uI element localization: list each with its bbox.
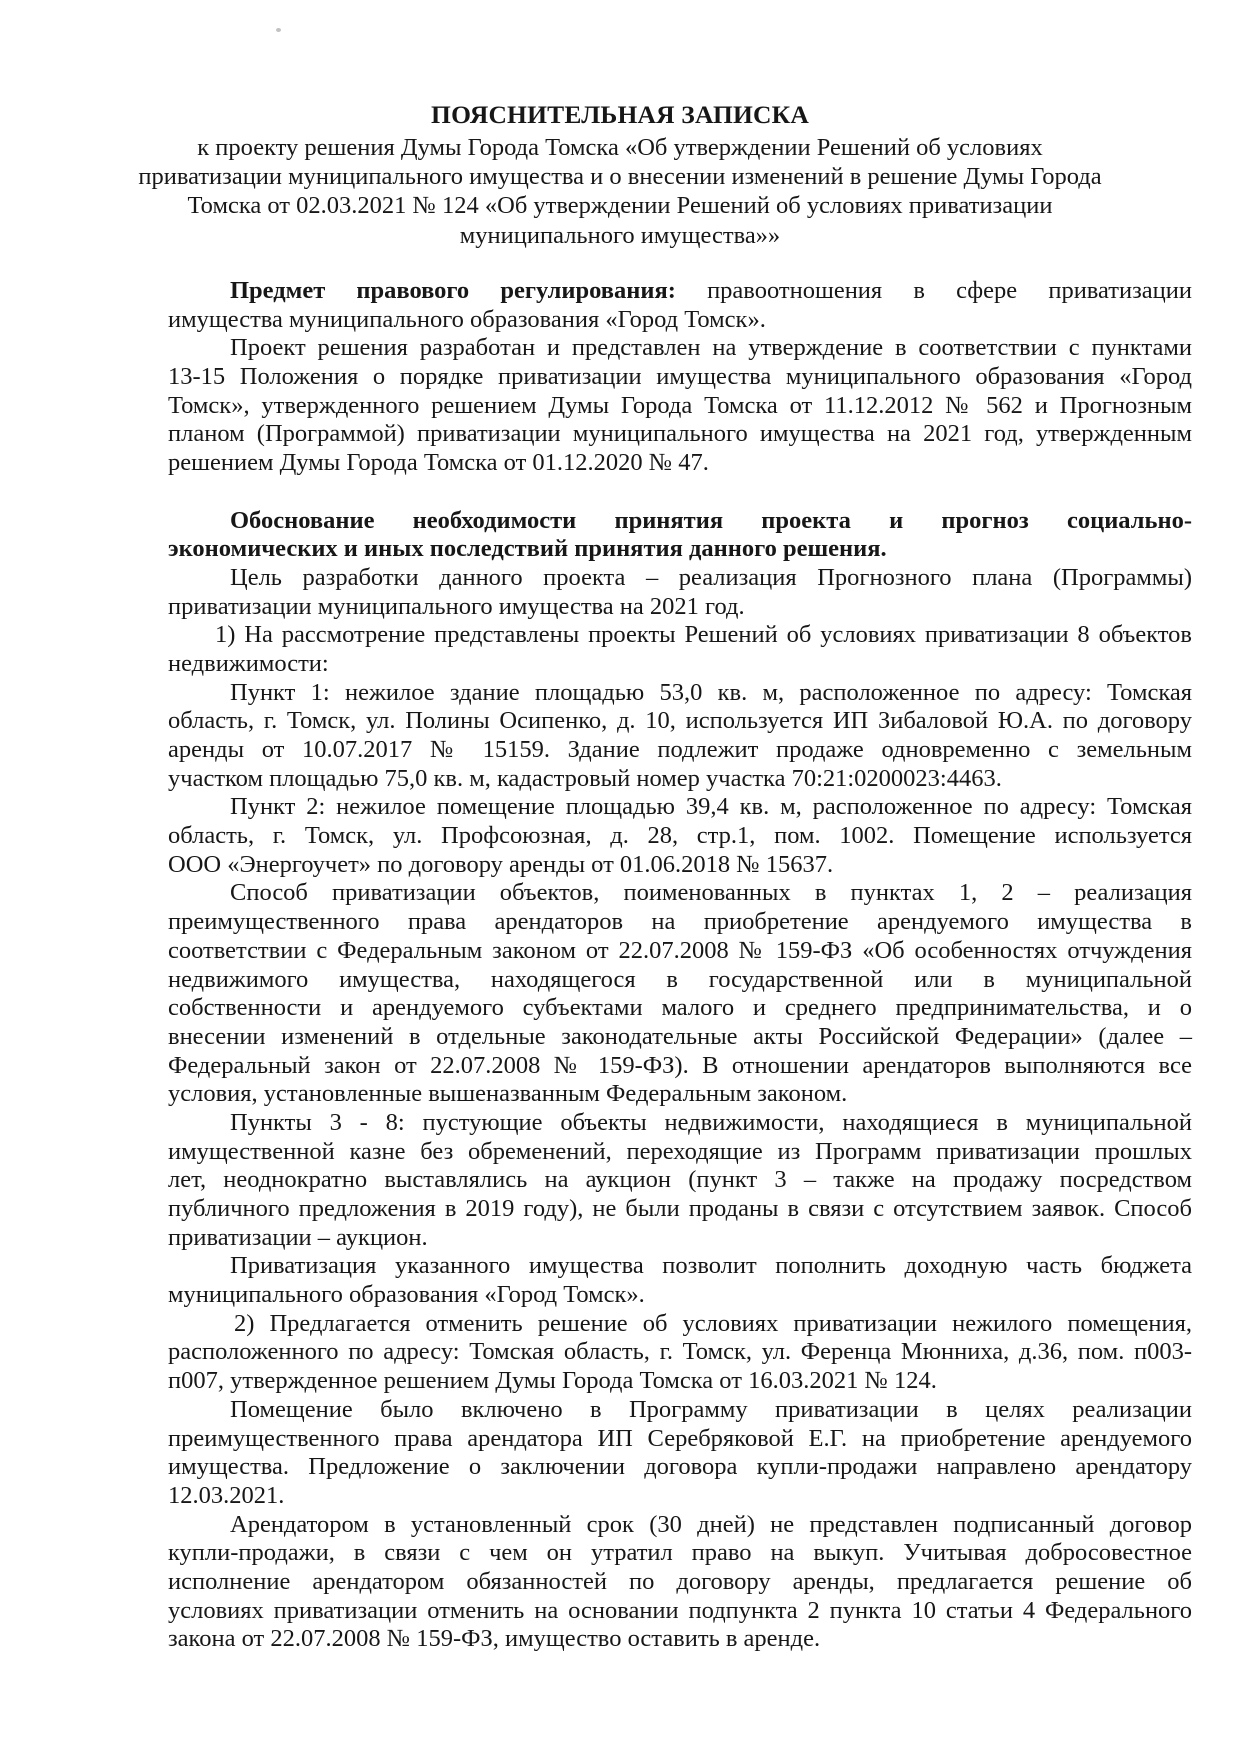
- text-line: закона от 22.07.2008 № 159-ФЗ, имущество оставить в аренде.: [168, 1625, 821, 1653]
- document-header: [20, 99, 1220, 250]
- text-line: 13-15 Положения о порядке приватизации имущества муниципального образования «Город: [168, 363, 1192, 391]
- text-line: публичного предложения в 2019 году), не были проданы в связи с отсутствием заявок. Способ: [168, 1195, 1192, 1222]
- text-line: внесении изменений в отдельные законодательные акты Российской Федерации» (далее –: [168, 1022, 1192, 1050]
- text-line: имущества. Предложение о заключении договора купли-продажи направлено арендатору: [168, 1453, 1192, 1481]
- paragraph: [168, 1396, 1192, 1511]
- text-line: Помещение было включено в Программу приватизации в целях реализации: [230, 1395, 1192, 1423]
- text-line: экономических и иных последствий принятия данного решения.: [168, 535, 887, 563]
- paragraph: [168, 1252, 1192, 1309]
- document-title: ПОЯСНИТЕЛЬНАЯ ЗАПИСКА: [431, 100, 809, 129]
- text-line: имущественной казне без обременений, переходящие из Программ приватизации прошлых: [168, 1137, 1192, 1165]
- paragraph: [168, 1310, 1192, 1396]
- text-line: преимущественного права арендаторов на приобретение арендуемого имущества в: [168, 908, 1192, 936]
- paragraph: [168, 277, 1192, 334]
- paragraph-bold-lead: Предмет правового регулирования:: [230, 277, 676, 304]
- text-line: Арендатором в установленный срок (30 дней) не представлен подписанный договор: [230, 1510, 1192, 1538]
- text-line: лет, неоднократно выставлялись на аукцион (пункт 3 – также на продажу посредством: [168, 1166, 1192, 1194]
- text-line: п007, утвержденное решением Думы Города Томска от 16.03.2021 № 124.: [168, 1367, 937, 1395]
- paragraph: [168, 879, 1192, 1109]
- document-subtitle: [20, 133, 1220, 250]
- text-line: 2) Предлагается отменить решение об условиях приватизации нежилого помещения,: [234, 1309, 1192, 1337]
- text-line: купли-продажи, в связи с чем он утратил право на выкуп. Учитывая добросовестное: [168, 1539, 1192, 1567]
- text-line: участком площадью 75,0 кв. м, кадастровый номер участка 70:21:0200023:4463.: [168, 764, 1002, 792]
- subtitle-line: муниципального имущества»»: [459, 221, 781, 249]
- subtitle-line: Томска от 02.03.2021 № 124 «Об утверждении Решений об условиях приватизации: [187, 192, 1053, 220]
- subtitle-line: к проекту решения Думы Города Томска «Об утверждении Решений об условиях: [197, 134, 1043, 161]
- text-line: область, г. Томск, ул. Профсоюзная, д. 28, стр.1, пом. 1002. Помещение используется: [168, 822, 1192, 850]
- paragraph: [168, 564, 1192, 621]
- paragraph: [168, 679, 1192, 794]
- paragraph: [168, 1109, 1192, 1252]
- paragraph: [168, 793, 1192, 879]
- paragraph: [168, 334, 1192, 477]
- text-line: условия, установленные вышеназванным Федеральным законом.: [168, 1080, 848, 1108]
- paragraph: [168, 1511, 1192, 1654]
- text-line: 1) На рассмотрение представлены проекты Решений об условиях приватизации 8 объектов: [215, 621, 1192, 649]
- text-line: [168, 277, 1192, 306]
- text-line: муниципального образования «Город Томск».: [168, 1281, 645, 1309]
- paragraph: [168, 507, 1192, 564]
- paragraph: [168, 621, 1192, 678]
- text-line: Проект решения разработан и представлен на утверждение в соответствии с пунктами: [230, 334, 1192, 362]
- text-line: расположенного по адресу: Томская область, г. Томск, ул. Ференца Мюнниха, д.36, пом. п003-: [168, 1338, 1192, 1366]
- text-line: соответствии с Федеральным законом от 22.07.2008 № 159-ФЗ «Об особенностях отчуждения: [168, 936, 1192, 964]
- subtitle-line: приватизации муниципального имущества и о внесении изменений в решение Думы Города: [138, 163, 1102, 191]
- text-line: Пункт 2: нежилое помещение площадью 39,4 кв. м, расположенное по адресу: Томская: [230, 793, 1192, 821]
- text-line: Томск», утвержденного решением Думы Города Томска от 11.12.2012 № 562 и Прогнозным: [168, 391, 1192, 419]
- text-line: Обоснование необходимости принятия проекта и прогноз социально-: [230, 506, 1192, 534]
- text-line: Приватизация указанного имущества позволит пополнить доходную часть бюджета: [230, 1252, 1192, 1280]
- scan-speck: [276, 28, 281, 32]
- text-line: Пункт 1: нежилое здание площадью 53,0 кв. м, расположенное по адресу: Томская: [230, 678, 1192, 706]
- text-line: Пункты 3 - 8: пустующие объекты недвижимости, находящиеся в муниципальной: [230, 1108, 1192, 1136]
- text-line: преимущественного права арендатора ИП Серебряковой Е.Г. на приобретение арендуемого: [168, 1424, 1192, 1452]
- text-line: 12.03.2021.: [168, 1481, 285, 1509]
- text-line: имущества муниципального образования «Город Томск».: [168, 305, 766, 333]
- text-line: область, г. Томск, ул. Полины Осипенко, д. 10, используется ИП Зибаловой Ю.А. по договору: [168, 707, 1192, 735]
- text-line: недвижимости:: [168, 649, 329, 677]
- text-line: условиях приватизации отменить на основании подпункта 2 пункта 10 статьи 4 Федерального: [168, 1596, 1192, 1624]
- text-line: ООО «Энергоучет» по договору аренды от 01.06.2018 № 15637.: [168, 850, 834, 878]
- text-line: Способ приватизации объектов, поименованных в пунктах 1, 2 – реализация: [230, 879, 1192, 907]
- text-line: планом (Программой) приватизации муниципального имущества на 2021 год, утвержденным: [168, 420, 1192, 448]
- text-line: Цель разработки данного проекта – реализация Прогнозного плана (Программы): [230, 563, 1192, 591]
- paragraph-text: правоотношения в сфере приватизации: [675, 277, 1192, 304]
- text-line: аренды от 10.07.2017 № 15159. Здание подлежит продаже одновременно с земельным: [168, 736, 1192, 763]
- text-line: исполнение арендатором обязанностей по договору аренды, предлагается решение об: [168, 1567, 1192, 1595]
- text-line: Федеральный закон от 22.07.2008 № 159-ФЗ). В отношении арендаторов выполняются все: [168, 1051, 1192, 1079]
- text-line: недвижимого имущества, находящегося в государственной или в муниципальной: [168, 965, 1192, 993]
- text-line: приватизации муниципального имущества на 2021 год.: [168, 592, 745, 620]
- text-line: собственности и арендуемого субъектами малого и среднего предпринимательства, и о: [168, 994, 1192, 1022]
- document-body: [168, 277, 1192, 1654]
- text-line: решением Думы Города Томска от 01.12.2020 № 47.: [168, 449, 709, 477]
- text-line: приватизации – аукцион.: [168, 1223, 428, 1251]
